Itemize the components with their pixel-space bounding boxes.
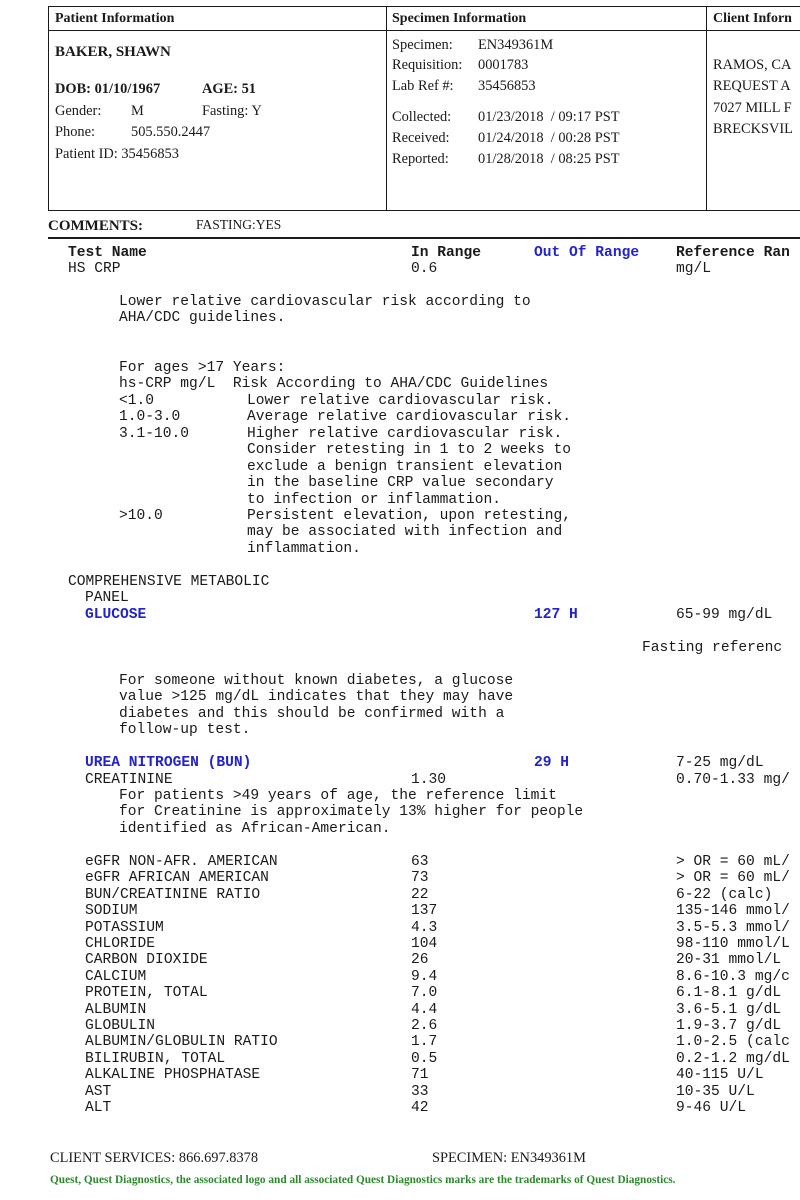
result-value: 63: [411, 854, 429, 870]
result-name: CARBON DIOXIDE: [85, 952, 208, 969]
result-ref: > OR = 60 mL/: [676, 870, 790, 887]
col-in-range: In Range: [411, 245, 482, 261]
result-value: 9.4: [411, 968, 438, 985]
result-name: POTASSIUM: [85, 919, 164, 936]
phone-label: Phone:: [55, 124, 95, 140]
requisition-label: Requisition:: [392, 57, 463, 73]
patient-name: BAKER, SHAWN: [55, 44, 171, 60]
labref-label: Lab Ref #:: [392, 78, 454, 94]
result-value: 1.7: [411, 1034, 438, 1051]
result-ref: 0.2-1.2 mg/dL: [676, 1050, 790, 1067]
received-value: 01/24/2018 / 00:28 PST: [478, 130, 620, 146]
received-label: Received:: [392, 130, 450, 146]
client-line-2: REQUEST A: [713, 78, 791, 94]
client-line-3: 7027 MILL F: [713, 100, 792, 116]
bun-value: 29 H: [534, 755, 570, 771]
cmp-title: COMPREHENSIVE METABOLIC: [68, 574, 270, 590]
result-ref: 9-46 U/L: [676, 1100, 747, 1116]
hscrp-table-head: For ages >17 Years: hs-CRP mg/L Risk According to AHA/CDC Guidelines: [119, 360, 549, 393]
patient-age: AGE: 51: [202, 81, 256, 97]
risk-range-2: 1.0-3.0: [119, 409, 181, 425]
result-ref: 40-115 U/L: [676, 1067, 764, 1084]
result-value: 26: [411, 952, 429, 969]
comments-divider: [48, 237, 800, 239]
col-reference: Reference Ran: [676, 245, 790, 261]
result-ref: 1.0-2.5 (calc: [676, 1034, 790, 1051]
risk-range-4: >10.0: [119, 508, 163, 524]
result-name: SODIUM: [85, 903, 138, 920]
client-info-label: Client Inforn: [713, 11, 792, 26]
result-name: GLOBULIN: [85, 1018, 156, 1034]
result-ref: 6-22 (calc): [676, 886, 773, 903]
result-value: 0.5: [411, 1050, 438, 1067]
risk-text-1: Lower relative cardiovascular risk.: [247, 393, 554, 409]
result-ref: 8.6-10.3 mg/c: [676, 968, 790, 985]
result-value: 22: [411, 886, 429, 903]
client-services: CLIENT SERVICES: 866.697.8378: [50, 1150, 259, 1166]
fasting-status: Fasting: Y: [202, 103, 262, 119]
result-ref: 3.6-5.1 g/dL: [676, 1001, 782, 1018]
risk-text-2: Average relative cardiovascular risk.: [247, 409, 572, 425]
bun-name: UREA NITROGEN (BUN): [85, 755, 252, 771]
result-name: BUN/CREATININE RATIO: [85, 886, 261, 903]
result-value: 137: [411, 903, 438, 920]
result-ref: 10-35 U/L: [676, 1083, 755, 1100]
fasting-reference: Fasting referenc: [642, 640, 783, 656]
creatinine-value: 1.30: [411, 772, 447, 788]
result-ref: 3.5-5.3 mmol/: [676, 919, 790, 936]
result-value: 33: [411, 1083, 429, 1100]
collected-value: 01/23/2018 / 09:17 PST: [478, 109, 620, 125]
result-value: 4.3: [411, 919, 438, 936]
patient-id: Patient ID: 35456853: [55, 146, 179, 162]
patient-info-label: Patient Information: [55, 11, 175, 26]
hscrp-note: Lower relative cardiovascular risk according to AHA/CDC guidelines.: [119, 294, 531, 327]
result-value: 104: [411, 936, 438, 952]
hscrp-value: 0.6: [411, 261, 438, 277]
creatinine-ref: 0.70-1.33 mg/: [676, 772, 790, 788]
phone-value: 505.550.2447: [131, 124, 211, 140]
result-ref: 1.9-3.7 g/dL: [676, 1018, 782, 1034]
specimen-label: Specimen:: [392, 37, 453, 53]
result-name: ALT: [85, 1100, 112, 1116]
reported-value: 01/28/2018 / 08:25 PST: [478, 151, 620, 167]
result-value: 73: [411, 870, 429, 887]
creatinine-note: For patients >49 years of age, the reference limit for Creatinine is approximately 13% higher for people identified as African-American.: [119, 788, 584, 837]
result-ref: 135-146 mmol/: [676, 903, 790, 920]
header-bottom-border: [48, 210, 800, 211]
bun-ref: 7-25 mg/dL: [676, 755, 764, 771]
glucose-value: 127 H: [534, 607, 578, 623]
result-ref: 20-31 mmol/L: [676, 952, 782, 969]
risk-text-3: Higher relative cardiovascular risk. Consider retesting in 1 to 2 weeks to exclude a benign transient elevation in the baseline CRP value secondary to infection or inflammation.: [247, 426, 572, 508]
patient-dob: DOB: 01/10/1967: [55, 81, 161, 97]
result-ref: 98-110 mmol/L: [676, 936, 790, 952]
result-name: PROTEIN, TOTAL: [85, 985, 208, 1002]
result-value: 71: [411, 1067, 429, 1084]
result-value: 42: [411, 1100, 429, 1116]
gender-value: M: [131, 103, 144, 119]
risk-range-3: 3.1-10.0: [119, 426, 190, 442]
footer-specimen: SPECIMEN: EN349361M: [432, 1150, 586, 1166]
result-name: AST: [85, 1083, 112, 1100]
labref-value: 35456853: [478, 78, 536, 94]
result-name: eGFR NON-AFR. AMERICAN: [85, 854, 278, 870]
header-label-divider: [48, 30, 800, 31]
col-test-name: Test Name: [68, 245, 147, 261]
trademark-notice: Quest, Quest Diagnostics, the associated logo and all associated Quest Diagnostics marks are the trademarks of Quest Diagnostics.: [50, 1174, 676, 1186]
result-name: CALCIUM: [85, 968, 147, 985]
result-name: ALBUMIN: [85, 1001, 147, 1018]
hscrp-name: HS CRP: [68, 261, 121, 277]
header-divider-2: [706, 6, 707, 211]
creatinine-name: CREATININE: [85, 772, 173, 788]
client-line-1: RAMOS, CA: [713, 57, 792, 73]
result-name: ALBUMIN/GLOBULIN RATIO: [85, 1034, 278, 1051]
result-name: eGFR AFRICAN AMERICAN: [85, 870, 269, 887]
result-name: CHLORIDE: [85, 936, 156, 952]
reported-label: Reported:: [392, 151, 449, 167]
result-value: 2.6: [411, 1018, 438, 1034]
gender-label: Gender:: [55, 103, 102, 119]
header-left-border: [48, 6, 49, 211]
glucose-note: For someone without known diabetes, a glucose value >125 mg/dL indicates that they may have diabetes and this should be confirmed with a follow-up test.: [119, 673, 514, 739]
requisition-value: 0001783: [478, 57, 529, 73]
result-value: 7.0: [411, 985, 438, 1002]
comments-label: COMMENTS:: [48, 218, 143, 234]
collected-label: Collected:: [392, 109, 452, 125]
comments-value: FASTING:YES: [196, 217, 282, 232]
header-divider-1: [386, 6, 387, 211]
col-out-of-range: Out Of Range: [534, 245, 640, 261]
result-ref: > OR = 60 mL/: [676, 854, 790, 870]
cmp-title-2: PANEL: [85, 590, 129, 606]
result-value: 4.4: [411, 1001, 438, 1018]
specimen-value: EN349361M: [478, 37, 554, 53]
header-top-border: [48, 6, 800, 7]
specimen-info-label: Specimen Information: [392, 11, 527, 26]
result-name: ALKALINE PHOSPHATASE: [85, 1067, 261, 1084]
result-ref: 6.1-8.1 g/dL: [676, 985, 782, 1002]
result-name: BILIRUBIN, TOTAL: [85, 1050, 226, 1067]
risk-text-4: Persistent elevation, upon retesting, may be associated with infection and inflammation.: [247, 508, 572, 557]
glucose-ref: 65-99 mg/dL: [676, 607, 773, 623]
client-line-4: BRECKSVIL: [713, 121, 793, 137]
risk-range-1: <1.0: [119, 393, 155, 409]
hscrp-unit: mg/L: [676, 261, 712, 277]
glucose-name: GLUCOSE: [85, 607, 147, 623]
